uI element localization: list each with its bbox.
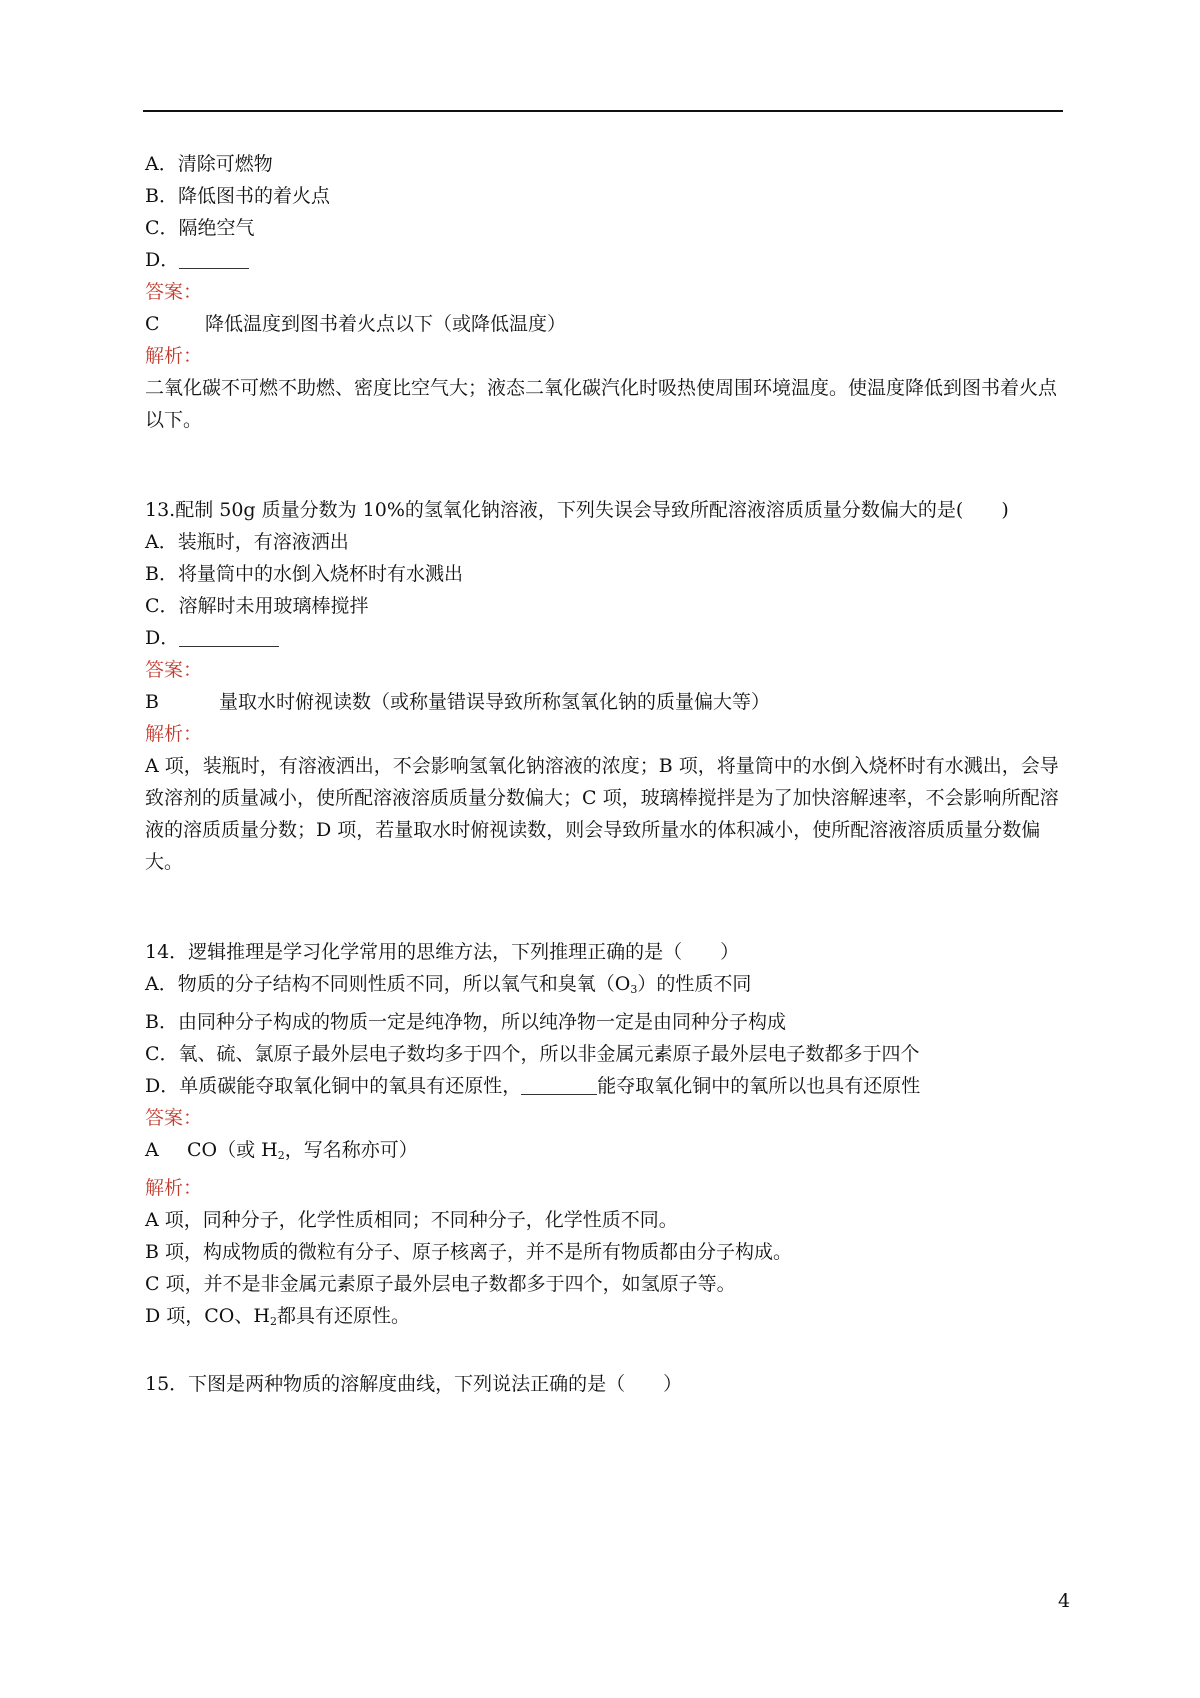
header-rule (143, 110, 1063, 112)
q14-analysis-d: D 项，CO、$H_2$都具有还原性。 (145, 1305, 410, 1328)
q14-option-c: C．氧、硫、氯原子最外层电子数均多于四个，所以非金属元素原子最外层电子数都多于四个 (145, 1043, 920, 1065)
q13-stem: 13.配制 50g 质量分数为 10%的氢氧化钠溶液，下列失误会导致所配溶液溶质质量分数偏大的是( ) (145, 499, 1009, 521)
answer-blank (179, 248, 249, 269)
q14-option-a: A．物质的分子结构不同则性质不同，所以氧气和臭氧$(O_3)$的性质不同 (145, 973, 752, 996)
q12-analysis: 二氧化碳不可燃不助燃、密度比空气大；液态二氧化碳汽化时吸热使周围环境温度。使温度降低到图书着火点以下。 (145, 377, 1058, 431)
q14-answer-label: 答案： (145, 1107, 203, 1129)
q12-analysis-label: 解析： (145, 345, 203, 367)
q15-stem: 15．下图是两种物质的溶解度曲线，下列说法正确的是（ ） (145, 1373, 683, 1395)
document-body (145, 148, 1065, 1400)
q13-option-c: C．溶解时未用玻璃棒搅拌 (145, 595, 369, 617)
q14-analysis-b: B 项，构成物质的微粒有分子、原子核离子，并不是所有物质都由分子构成。 (145, 1241, 793, 1263)
q13-option-b: B．将量筒中的水倒入烧杯时有水溅出 (145, 563, 463, 585)
q12-option-a: A．清除可燃物 (145, 153, 273, 175)
q12-option-d: D． (145, 244, 1065, 276)
answer-blank (179, 626, 279, 647)
q13-analysis: A 项，装瓶时，有溶液洒出，不会影响氢氧化钠溶液的浓度；B 项，将量筒中的水倒入烧杯时有水溅出，会导致溶剂的质量减小，使所配溶液溶质质量分数偏大；C 项，玻璃棒搅拌是为了加快溶解速率，不会影响所配溶液的溶质质量分数；D 项，若量取水时俯视读数，则会导致所量水的体积减小，使所配溶液溶质质量分数偏大。 (145, 755, 1059, 873)
answer-blank (521, 1074, 597, 1095)
q14-analysis-label: 解析： (145, 1177, 203, 1199)
q12-answer: C 降低温度到图书着火点以下（或降低温度） (145, 313, 567, 335)
q13-option-a: A．装瓶时，有溶液洒出 (145, 531, 349, 553)
page-number: 4 (1058, 1590, 1071, 1612)
q12-option-c: C．隔绝空气 (145, 217, 255, 239)
q14-option-b: B．由同种分子构成的物质一定是纯净物，所以纯净物一定是由同种分子构成 (145, 1011, 786, 1033)
q13-analysis-label: 解析： (145, 723, 203, 745)
q14-stem: 14．逻辑推理是学习化学常用的思维方法，下列推理正确的是（ ） (145, 941, 740, 963)
q12-option-b: B．降低图书的着火点 (145, 185, 330, 207)
q14-answer: A CO（或 $H_2$，写名称亦可） (145, 1139, 418, 1162)
q14-analysis-a: A 项，同种分子，化学性质相同；不同种分子，化学性质不同。 (145, 1209, 678, 1231)
q12-answer-label: 答案： (145, 281, 203, 303)
q14-analysis-c: C 项，并不是非金属元素原子最外层电子数都多于四个，如氢原子等。 (145, 1273, 736, 1295)
q13-answer-label: 答案： (145, 659, 203, 681)
q13-option-d: D． (145, 622, 1065, 654)
q14-option-d: D．单质碳能夺取氧化铜中的氧具有还原性， 能夺取氧化铜中的氧所以也具有还原性 (145, 1075, 921, 1097)
q13-answer: B 量取水时俯视读数（或称量错误导致所称氢氧化钠的质量偏大等） (145, 691, 771, 713)
